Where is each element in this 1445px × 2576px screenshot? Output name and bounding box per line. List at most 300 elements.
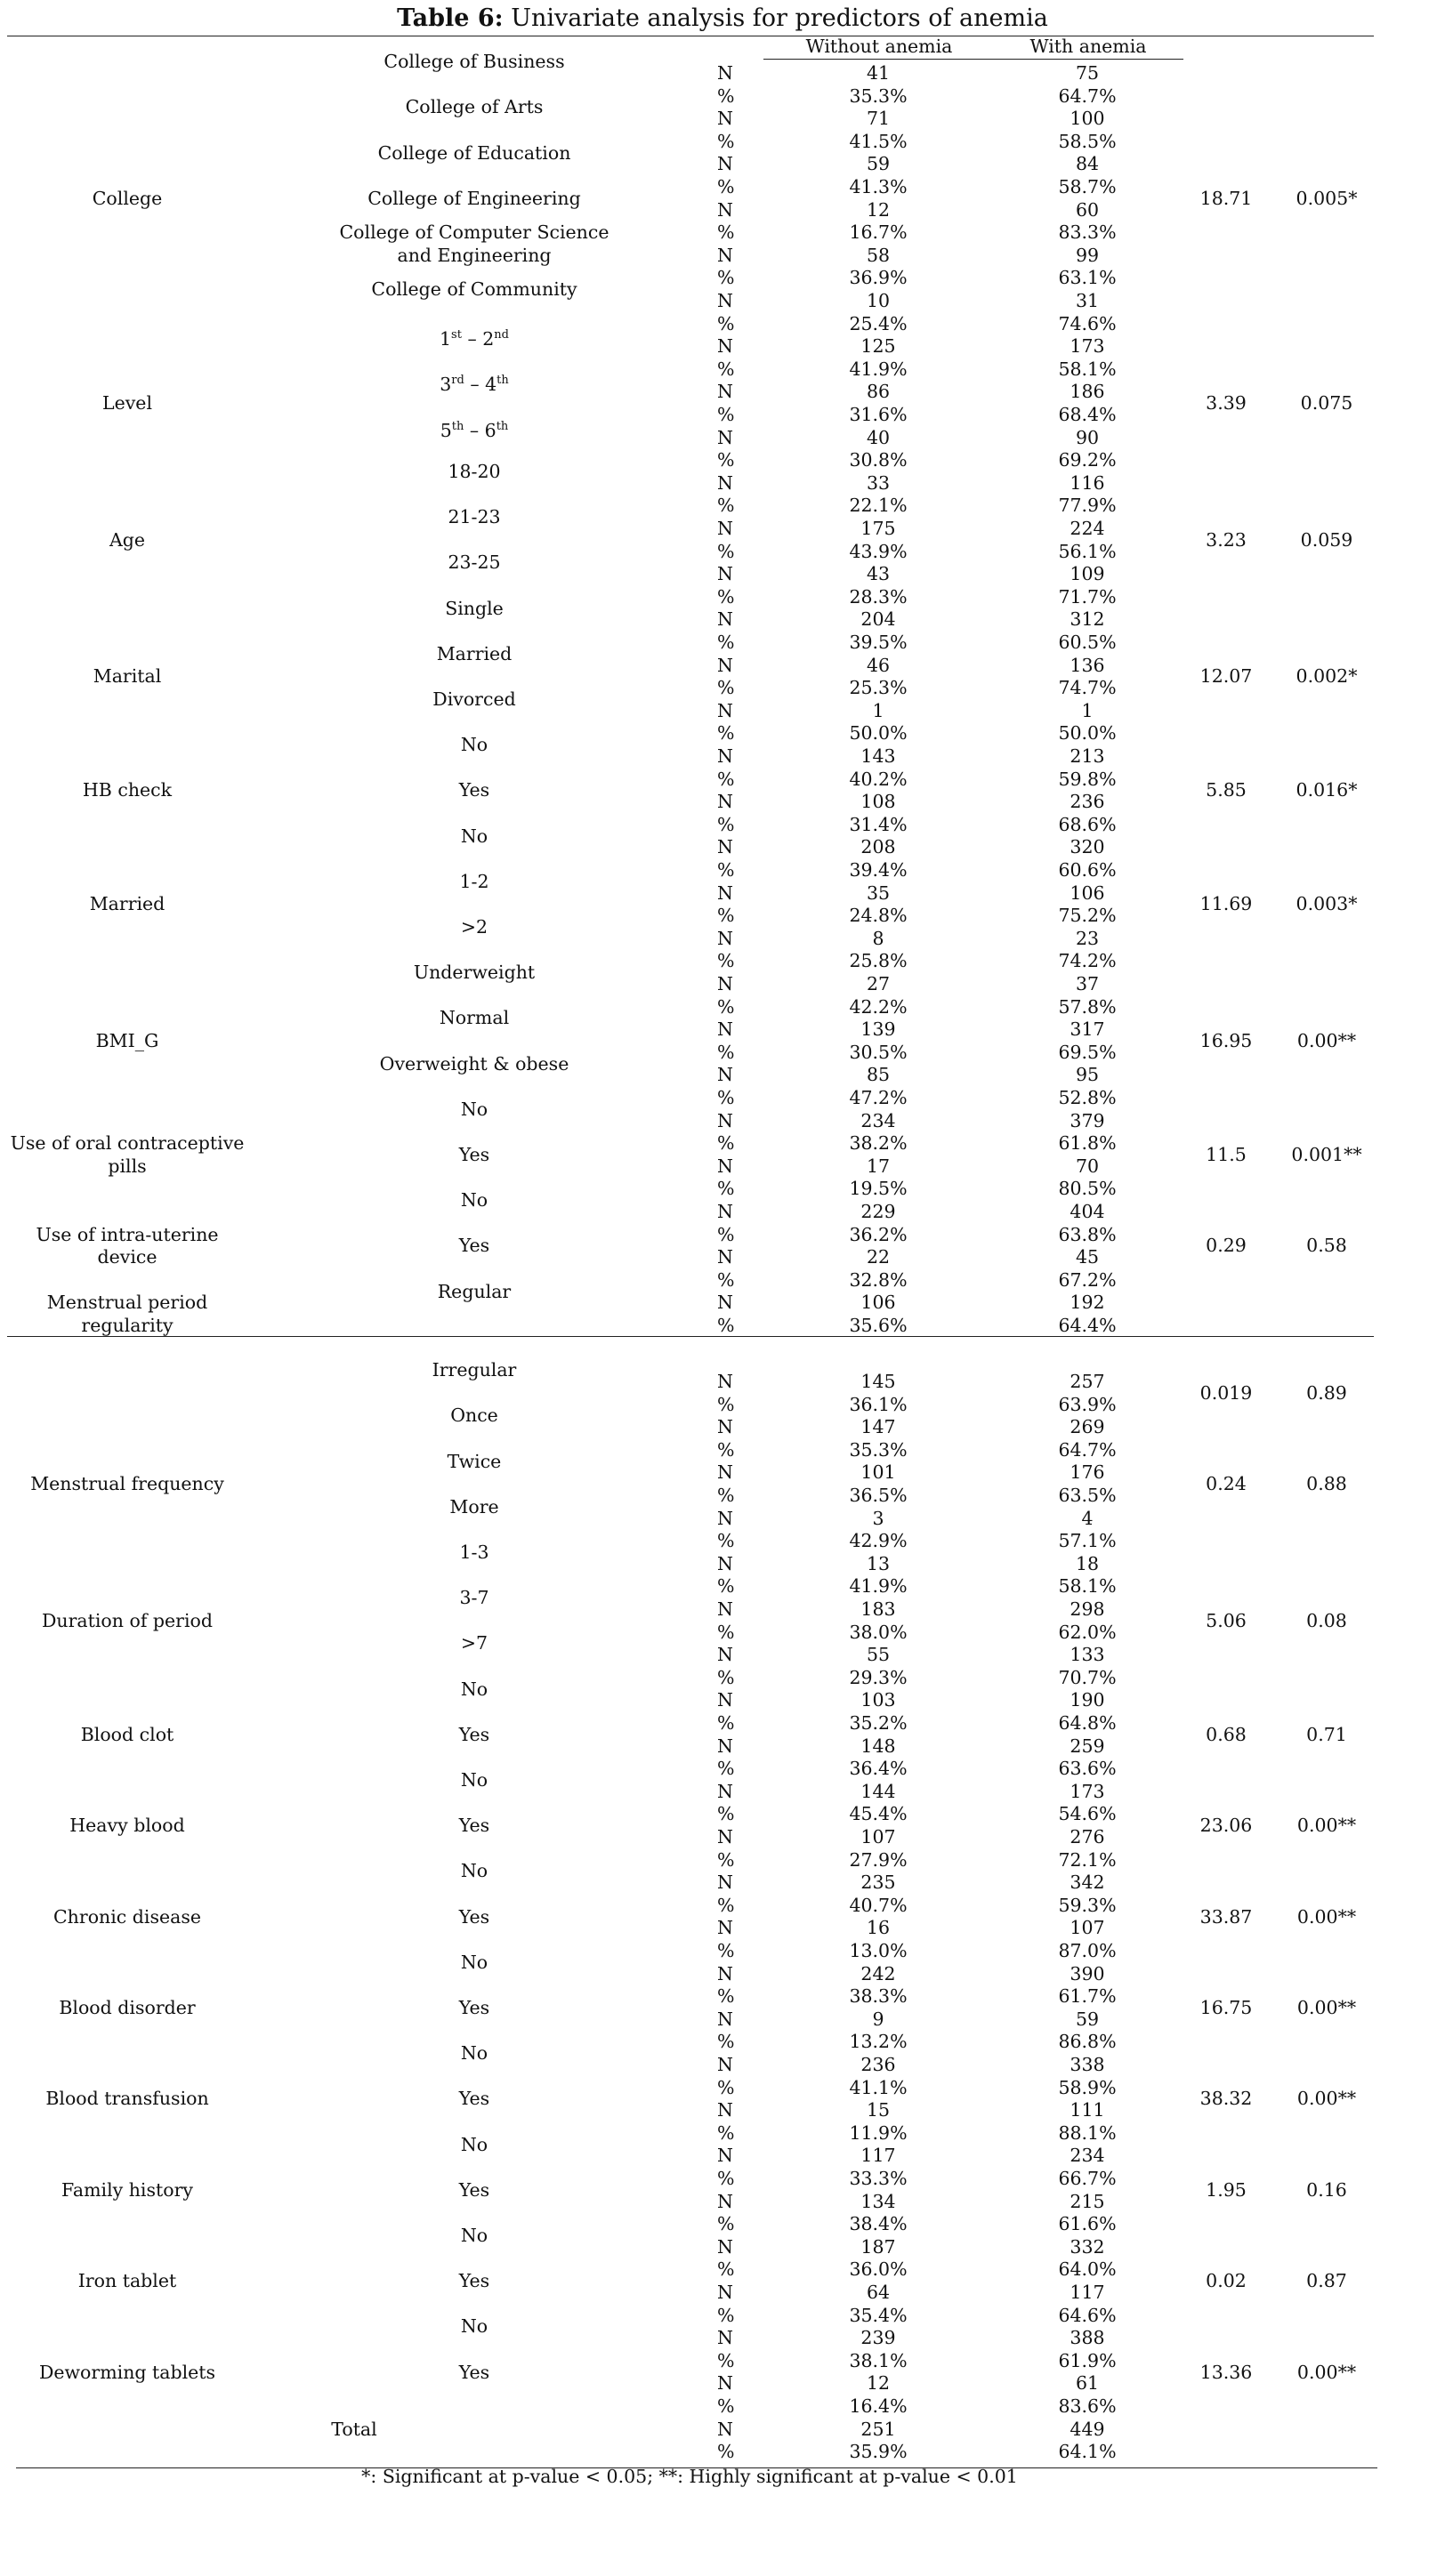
n-without-anemia: 204 [860,608,896,631]
n-with-anemia: 45 [1075,1246,1100,1268]
pct-without-anemia: 36.4% [849,1758,908,1780]
n-without-anemia: 55 [866,1644,891,1666]
stat-n-marker: N [717,2099,733,2121]
pct-without-anemia: 35.4% [849,2304,908,2326]
stat-pct-marker: % [717,1940,735,1961]
pct-with-anemia: 70.7% [1058,1666,1117,1688]
chi-square-value: 5.85 [1206,779,1247,801]
category-label: 3-7 [459,1587,489,1609]
stat-n-marker: N [717,745,733,767]
p-value: 0.016* [1296,779,1358,801]
n-with-anemia: 236 [1070,791,1105,813]
pct-without-anemia: 41.5% [849,130,908,152]
pct-without-anemia: 42.2% [849,995,908,1018]
n-without-anemia: 71 [866,108,891,130]
stat-pct-marker: % [717,2168,735,2189]
table-title [0,4,1445,34]
stat-n-marker: N [717,2372,733,2395]
stat-n-marker: N [717,2145,733,2167]
n-with-anemia: 173 [1070,335,1105,358]
pct-without-anemia: 31.6% [849,404,908,425]
n-without-anemia: 13 [866,1552,891,1574]
category-label: 1-3 [459,1542,489,1563]
stat-pct-marker: % [717,176,735,197]
n-without-anemia: 3 [872,1507,884,1529]
pct-with-anemia: 61.9% [1058,2349,1117,2371]
pct-without-anemia: 40.7% [849,1894,908,1916]
n-with-anemia: 317 [1070,1018,1105,1041]
stat-pct-marker: % [717,1485,735,1506]
category-label: No [460,1189,488,1212]
pct-without-anemia: 13.2% [849,2031,908,2053]
stat-pct-marker: % [717,950,735,972]
stat-pct-marker: % [717,1575,735,1598]
stat-n-marker: N [717,1201,733,1222]
category-label: 1-2 [459,870,489,892]
pct-with-anemia: 63.6% [1058,1758,1117,1780]
pct-without-anemia: 38.4% [849,2213,908,2235]
p-value: 0.00** [1296,1030,1357,1051]
n-without-anemia: 86 [866,381,891,403]
category-label: More [449,1495,499,1517]
category-label: Yes [458,1997,490,2018]
p-value: 0.002* [1296,665,1358,688]
pct-with-anemia: 64.4% [1058,1315,1117,1336]
n-with-anemia: 90 [1075,426,1100,448]
stat-n-marker: N [717,1416,733,1438]
stat-pct-marker: % [717,1223,735,1245]
pct-with-anemia: 77.9% [1058,495,1117,517]
stat-n-marker: N [717,1371,733,1392]
stat-pct-marker: % [717,1178,735,1200]
stat-pct-marker: % [717,2441,735,2463]
variable-name-line2: device [97,1246,157,1268]
n-without-anemia: 208 [860,836,896,858]
pct-with-anemia: 68.4% [1058,404,1117,425]
pct-without-anemia: 16.7% [849,221,908,244]
pct-without-anemia: 41.9% [849,358,908,380]
stat-pct-marker: % [717,1621,735,1643]
pct-with-anemia: 61.8% [1058,1132,1117,1155]
pct-without-anemia: 35.2% [849,1712,908,1734]
n-without-anemia: 12 [866,198,891,221]
variable-name: College [92,187,163,209]
n-without-anemia: 175 [860,518,896,539]
stat-n-marker: N [717,973,733,994]
chi-square-value: 18.71 [1199,187,1253,209]
stat-pct-marker: % [717,1803,735,1825]
stat-pct-marker: % [717,221,735,244]
stat-pct-marker: % [717,1530,735,1552]
stat-pct-marker: % [717,2258,735,2281]
n-without-anemia: 85 [866,1064,891,1086]
stat-n-marker: N [717,1246,733,1268]
variable-name: Use of intra-uterine [36,1223,219,1245]
n-with-anemia: 23 [1075,927,1100,949]
stat-pct-marker: % [717,312,735,334]
p-value: 0.89 [1306,1381,1347,1404]
pct-with-anemia: 57.8% [1058,995,1117,1018]
n-with-anemia: 100 [1070,108,1105,130]
stat-n-marker: N [717,335,733,358]
n-with-anemia: 60 [1075,198,1100,221]
stat-n-marker: N [717,2418,733,2440]
pct-without-anemia: 36.2% [849,1223,908,1245]
category-label: Yes [458,2088,490,2110]
stat-n-marker: N [717,654,733,676]
pct-without-anemia: 39.5% [849,632,908,653]
stat-n-marker: N [717,1689,733,1711]
chi-square-value: 0.68 [1206,1723,1247,1745]
stat-n-marker: N [717,1735,733,1757]
n-with-anemia: 379 [1070,1109,1105,1131]
stat-pct-marker: % [717,1985,735,2008]
pct-without-anemia: 41.3% [849,176,908,197]
category-label: Twice [447,1450,502,1472]
stat-n-marker: N [717,1155,733,1177]
n-without-anemia: 101 [860,1461,896,1484]
stat-pct-marker: % [717,2213,735,2235]
pct-with-anemia: 60.6% [1058,859,1117,881]
footnote: *: Significant at p-value < 0.05; **: Highly significant at p-value < 0.01 [361,2466,1018,2487]
stat-n-marker: N [717,699,733,721]
n-without-anemia: 43 [866,563,891,585]
variable-name: Blood disorder [59,1997,196,2018]
stat-n-marker: N [717,1109,733,1131]
n-with-anemia: 59 [1075,2008,1100,2030]
n-without-anemia: 15 [866,2099,891,2121]
n-with-anemia: 192 [1070,1292,1105,1314]
variable-name: Blood clot [80,1723,174,1745]
pct-without-anemia: 39.4% [849,859,908,881]
n-with-anemia: 61 [1075,2372,1100,2395]
category-label: Yes [458,779,490,801]
p-value: 0.87 [1306,2270,1347,2292]
pct-without-anemia: 50.0% [849,722,908,745]
pct-with-anemia: 52.8% [1058,1087,1117,1108]
stat-pct-marker: % [717,632,735,653]
stat-n-marker: N [717,1644,733,1666]
pct-with-anemia: 63.9% [1058,1393,1117,1415]
pct-with-anemia: 88.1% [1058,2121,1117,2144]
n-without-anemia: 17 [866,1155,891,1177]
n-without-anemia: 35 [866,881,891,904]
variable-name: Menstrual period [46,1292,208,1314]
category-label: Yes [458,1723,490,1745]
total-n-without-anemia: 251 [860,2418,896,2440]
stat-pct-marker: % [717,267,735,289]
stat-n-marker: N [717,1461,733,1484]
category-label: No [460,1678,488,1700]
n-without-anemia: 229 [860,1201,896,1222]
category-label: No [460,734,488,756]
stat-pct-marker: % [717,859,735,881]
category-label: Yes [458,1235,490,1257]
n-without-anemia: 145 [860,1371,896,1392]
category-label: Once [450,1405,498,1427]
stat-pct-marker: % [717,2395,735,2417]
category-label: No [460,2225,488,2246]
pct-without-anemia: 11.9% [849,2121,908,2144]
n-with-anemia: 117 [1070,2282,1105,2303]
pct-without-anemia: 47.2% [849,1087,908,1108]
pct-without-anemia: 41.1% [849,2076,908,2098]
n-with-anemia: 388 [1070,2327,1105,2349]
stat-n-marker: N [717,1598,733,1620]
pct-with-anemia: 56.1% [1058,540,1117,562]
stat-pct-marker: % [717,905,735,927]
stat-n-marker: N [717,1780,733,1802]
category-label: No [460,1951,488,1973]
variable-name: Marital [93,665,162,688]
pct-with-anemia: 50.0% [1058,722,1117,745]
category-label: No [460,2315,488,2338]
n-without-anemia: 1 [872,699,884,721]
p-value: 0.00** [1296,2088,1357,2110]
variable-name: Chronic disease [53,1905,201,1928]
pct-without-anemia: 19.5% [849,1178,908,1200]
pct-with-anemia: 83.3% [1058,221,1117,244]
category-label: College of Engineering [367,187,581,209]
n-without-anemia: 40 [866,426,891,448]
stat-pct-marker: % [717,1087,735,1108]
total-pct-without-anemia: 35.9% [849,2441,908,2463]
n-with-anemia: 320 [1070,836,1105,858]
pct-with-anemia: 72.1% [1058,1848,1117,1871]
category-label: 5th – 6th [440,419,509,441]
n-with-anemia: 176 [1070,1461,1105,1484]
pct-without-anemia: 36.1% [849,1393,908,1415]
n-with-anemia: 75 [1075,62,1100,84]
stat-pct-marker: % [717,358,735,380]
pct-with-anemia: 74.6% [1058,312,1117,334]
stat-pct-marker: % [717,995,735,1018]
pct-with-anemia: 58.1% [1058,358,1117,380]
variable-name: BMI_G [95,1030,159,1051]
pct-with-anemia: 59.3% [1058,1894,1117,1916]
n-without-anemia: 58 [866,244,891,266]
pct-without-anemia: 43.9% [849,540,908,562]
category-label: Married [436,642,513,664]
stat-n-marker: N [717,62,733,84]
pct-without-anemia: 38.0% [849,1621,908,1643]
category-label: Underweight [413,962,536,984]
n-with-anemia: 107 [1070,1917,1105,1939]
category-label: Normal [439,1007,510,1029]
n-with-anemia: 342 [1070,1872,1105,1894]
p-value: 0.075 [1300,392,1353,415]
pct-without-anemia: 38.1% [849,2349,908,2371]
pct-with-anemia: 74.7% [1058,677,1117,699]
stat-pct-marker: % [717,1712,735,1734]
stat-pct-marker: % [717,85,735,107]
stat-n-marker: N [717,927,733,949]
p-value: 0.08 [1306,1609,1347,1631]
p-value: 0.88 [1306,1473,1347,1495]
pct-without-anemia: 36.9% [849,267,908,289]
p-value: 0.00** [1296,2361,1357,2383]
n-with-anemia: 116 [1070,471,1105,494]
p-value: 0.003* [1296,893,1358,915]
p-value: 0.71 [1306,1723,1347,1745]
chi-square-value: 11.69 [1199,893,1253,915]
p-value: 0.16 [1306,2178,1347,2201]
category-label: College of Community [371,278,577,301]
n-with-anemia: 224 [1070,518,1105,539]
n-without-anemia: 183 [860,1598,896,1620]
stat-pct-marker: % [717,1393,735,1415]
header-with-anemia: With anemia [1029,36,1147,57]
category-label: No [460,1860,488,1882]
variable-name: Use of oral contraceptive [10,1132,245,1155]
stat-n-marker: N [717,108,733,130]
pct-with-anemia: 57.1% [1058,1530,1117,1552]
stat-n-marker: N [717,2008,733,2030]
n-without-anemia: 107 [860,1826,896,1847]
stat-n-marker: N [717,518,733,539]
stat-pct-marker: % [717,540,735,562]
n-with-anemia: 404 [1070,1201,1105,1222]
stat-n-marker: N [717,2054,733,2075]
category-label: 21-23 [448,506,501,528]
stat-pct-marker: % [717,1894,735,1916]
n-with-anemia: 31 [1075,290,1100,311]
category-label: Irregular [432,1359,517,1381]
stat-pct-marker: % [717,449,735,471]
variable-name: Married [89,893,165,915]
chi-square-value: 5.06 [1206,1609,1247,1631]
n-with-anemia: 312 [1070,608,1105,631]
n-without-anemia: 46 [866,654,891,676]
category-label: 23-25 [448,551,501,574]
section-rule [7,1336,1374,1337]
category-label: No [460,2133,488,2155]
stat-n-marker: N [717,1064,733,1086]
stat-pct-marker: % [717,130,735,152]
n-with-anemia: 1 [1081,699,1094,721]
stat-n-marker: N [717,836,733,858]
category-label: Yes [458,2361,490,2383]
pct-without-anemia: 35.6% [849,1315,908,1336]
pct-with-anemia: 74.2% [1058,950,1117,972]
total-n-with-anemia: 449 [1070,2418,1105,2440]
pct-without-anemia: 30.5% [849,1041,908,1063]
stat-pct-marker: % [717,1268,735,1291]
n-without-anemia: 59 [866,153,891,175]
pct-with-anemia: 59.8% [1058,768,1117,790]
header-rule [763,59,1183,60]
pct-with-anemia: 58.7% [1058,176,1117,197]
pct-without-anemia: 27.9% [849,1848,908,1871]
n-with-anemia: 390 [1070,1962,1105,1984]
variable-name: Blood transfusion [45,2088,209,2110]
chi-square-value: 1.95 [1206,2178,1247,2201]
variable-name-line2: pills [108,1155,147,1177]
chi-square-value: 33.87 [1199,1905,1253,1928]
stat-n-marker: N [717,1872,733,1894]
n-with-anemia: 213 [1070,745,1105,767]
pct-with-anemia: 63.8% [1058,1223,1117,1245]
category-label: 18-20 [448,461,501,482]
stat-pct-marker: % [717,495,735,517]
pct-without-anemia: 25.8% [849,950,908,972]
pct-with-anemia: 61.7% [1058,1985,1117,2008]
n-without-anemia: 10 [866,290,891,311]
category-label: Single [445,597,504,619]
pct-without-anemia: 31.4% [849,813,908,835]
n-with-anemia: 338 [1070,2054,1105,2075]
pct-without-anemia: 30.8% [849,449,908,471]
category-label: >2 [460,916,488,938]
stat-pct-marker: % [717,1758,735,1780]
stat-n-marker: N [717,791,733,813]
n-without-anemia: 41 [866,62,891,84]
stat-pct-marker: % [717,1041,735,1063]
n-with-anemia: 173 [1070,1780,1105,1802]
stat-pct-marker: % [717,2349,735,2371]
variable-name: Family history [61,2178,193,2201]
pct-without-anemia: 33.3% [849,2168,908,2189]
pct-with-anemia: 83.6% [1058,2395,1117,2417]
chi-square-value: 3.39 [1206,392,1247,415]
n-without-anemia: 234 [860,1109,896,1131]
pct-without-anemia: 32.8% [849,1268,908,1291]
n-without-anemia: 143 [860,745,896,767]
category-label: No [460,2042,488,2065]
header-without-anemia: Without anemia [805,36,953,57]
n-with-anemia: 269 [1070,1416,1105,1438]
variable-name: Age [109,528,146,551]
p-value: 0.00** [1296,1905,1357,1928]
n-without-anemia: 106 [860,1292,896,1314]
pct-with-anemia: 63.1% [1058,267,1117,289]
table-caption: Univariate analysis for predictors of anemia [503,4,1048,32]
pct-with-anemia: 60.5% [1058,632,1117,653]
stat-pct-marker: % [717,722,735,745]
pct-with-anemia: 61.6% [1058,2213,1117,2235]
n-with-anemia: 70 [1075,1155,1100,1177]
stat-pct-marker: % [717,1315,735,1336]
pct-with-anemia: 80.5% [1058,1178,1117,1200]
stat-pct-marker: % [717,2031,735,2053]
stat-pct-marker: % [717,2121,735,2144]
n-without-anemia: 239 [860,2327,896,2349]
pct-without-anemia: 35.3% [849,1438,908,1461]
stat-pct-marker: % [717,1848,735,1871]
pct-with-anemia: 64.0% [1058,2258,1117,2281]
n-with-anemia: 234 [1070,2145,1105,2167]
chi-square-value: 0.24 [1206,1473,1247,1495]
pct-without-anemia: 22.1% [849,495,908,517]
stat-n-marker: N [717,2190,733,2212]
n-without-anemia: 27 [866,973,891,994]
stat-pct-marker: % [717,2076,735,2098]
n-with-anemia: 106 [1070,881,1105,904]
chi-square-value: 38.32 [1199,2088,1253,2110]
variable-name: Heavy blood [69,1815,185,1837]
pct-with-anemia: 58.1% [1058,1575,1117,1598]
category-label: College of Business [383,51,565,73]
pct-without-anemia: 36.0% [849,2258,908,2281]
n-with-anemia: 332 [1070,2235,1105,2258]
pct-with-anemia: 69.5% [1058,1041,1117,1063]
pct-without-anemia: 38.3% [849,1985,908,2008]
variable-name: Deworming tablets [38,2361,216,2383]
pct-without-anemia: 45.4% [849,1803,908,1825]
stat-pct-marker: % [717,2304,735,2326]
n-with-anemia: 215 [1070,2190,1105,2212]
n-without-anemia: 235 [860,1872,896,1894]
